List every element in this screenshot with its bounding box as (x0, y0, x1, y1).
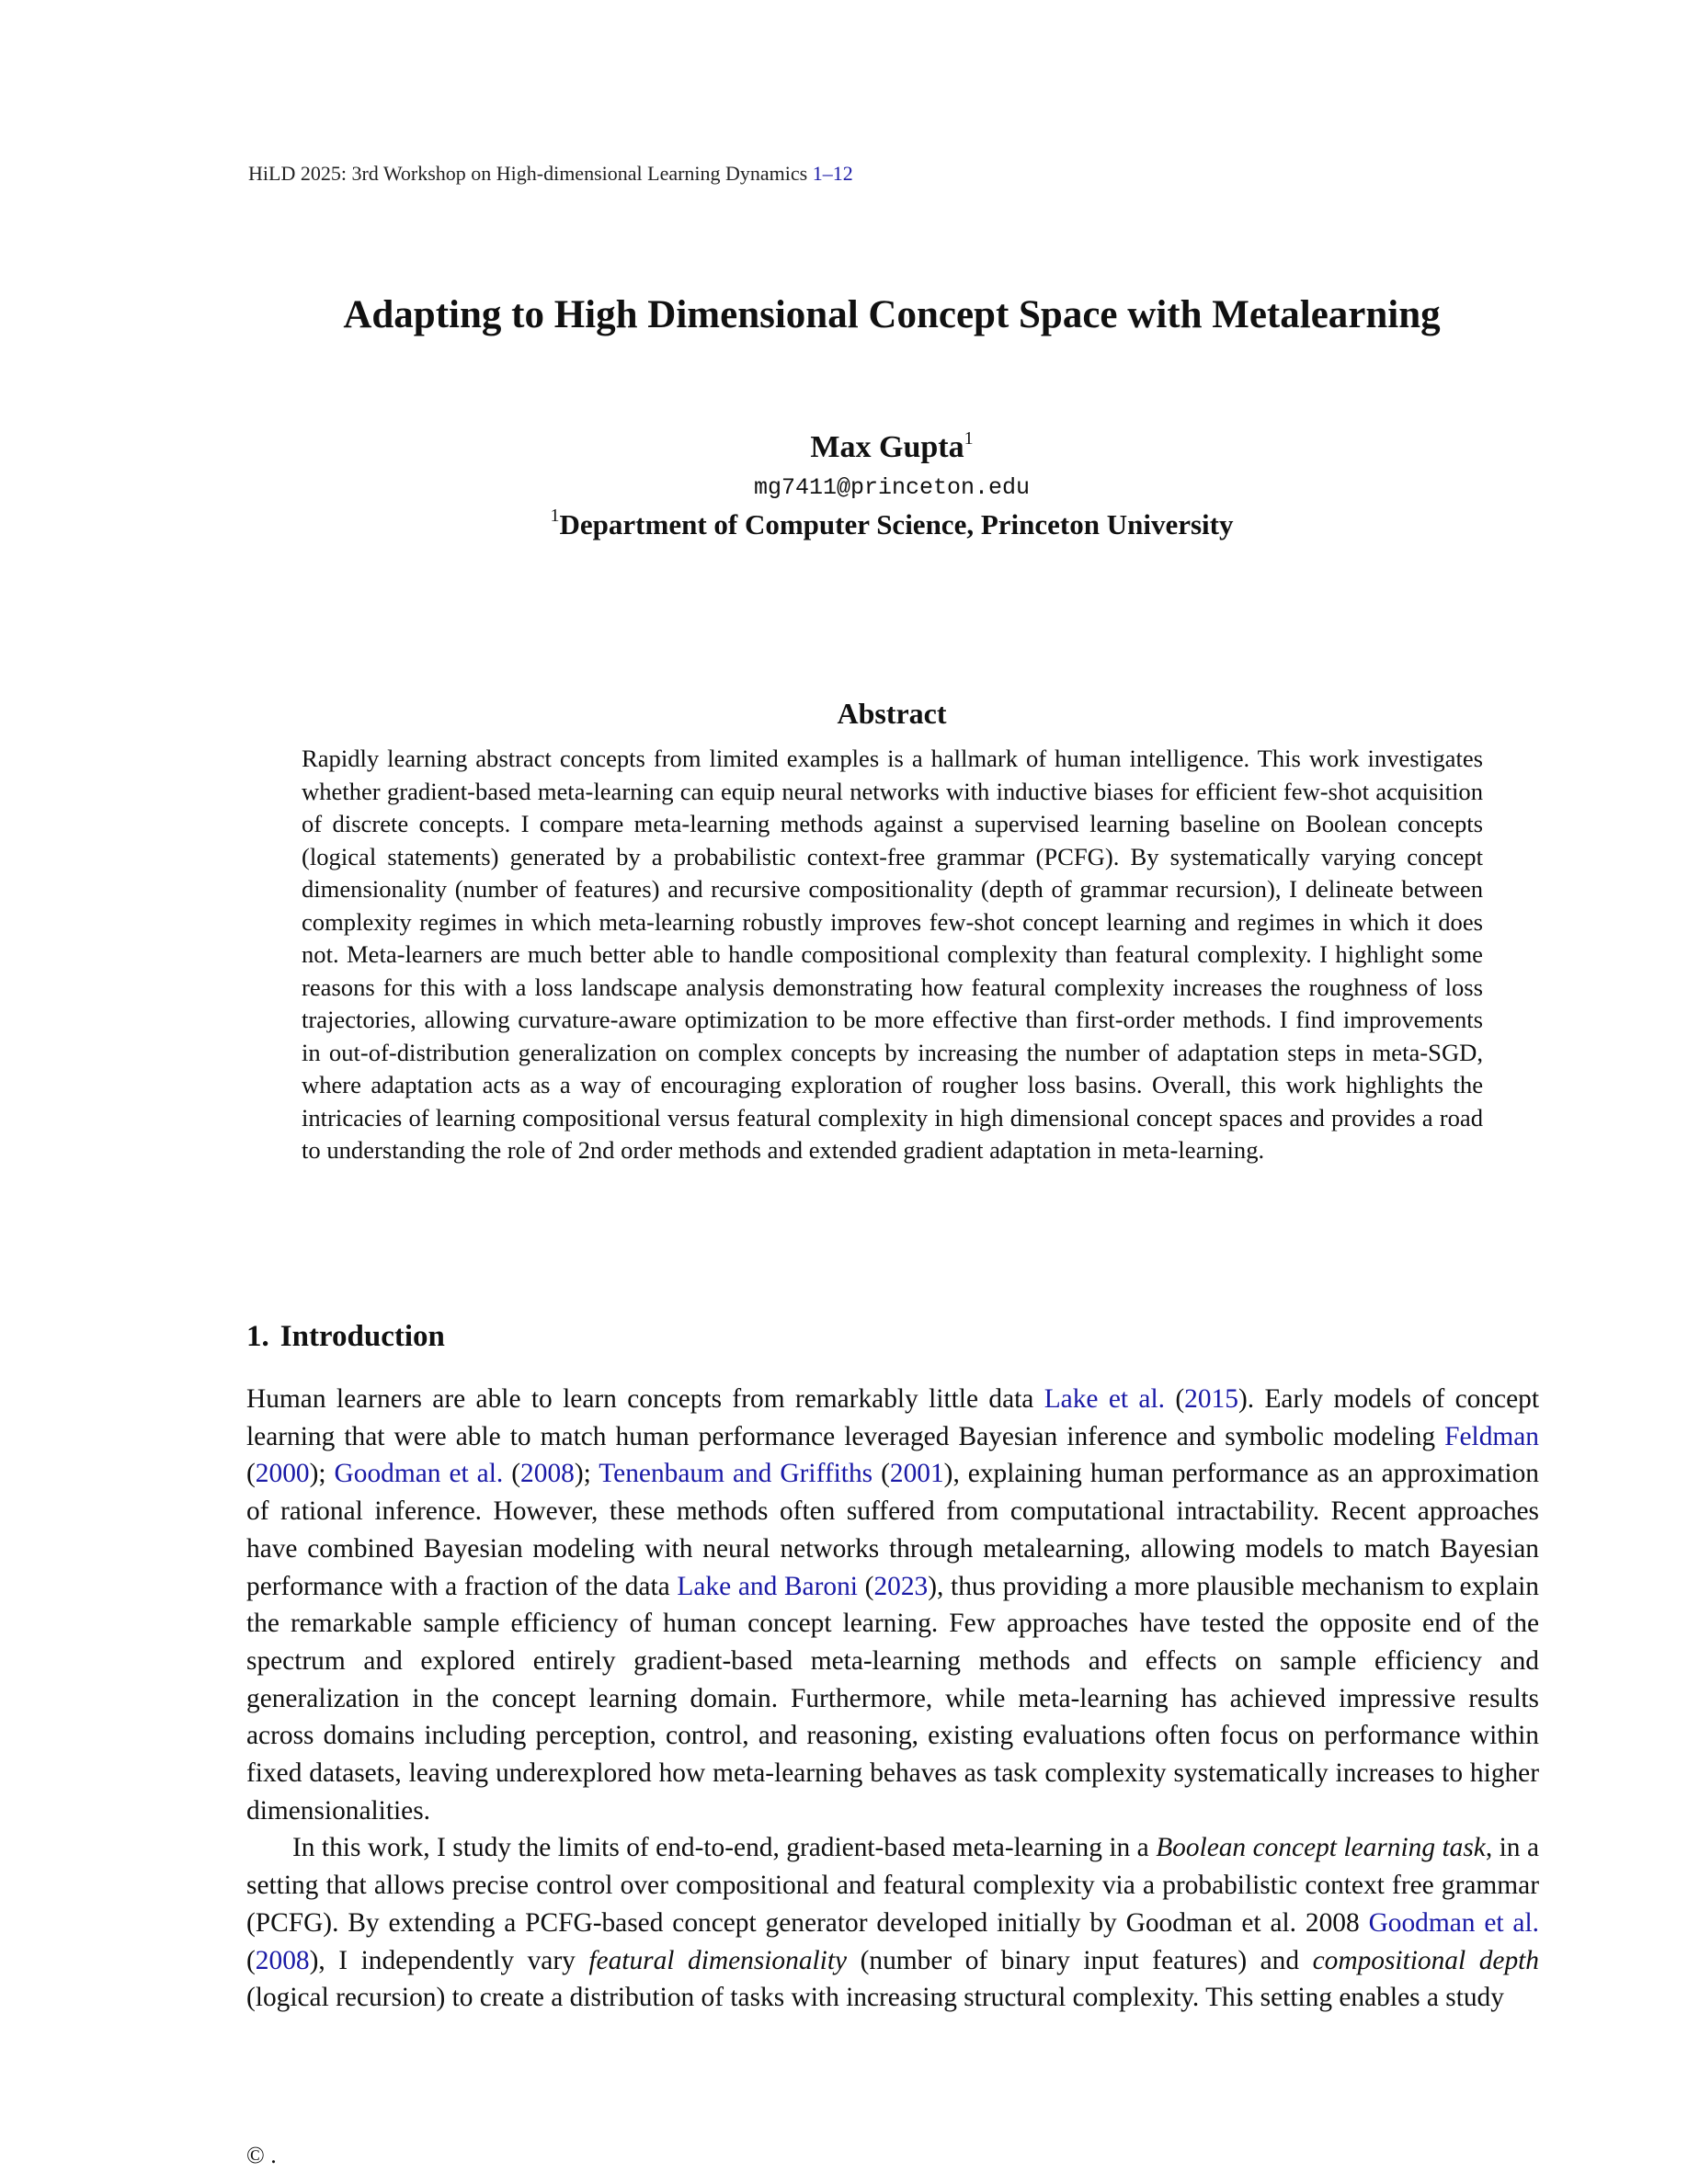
affiliation-mark: 1 (550, 506, 560, 526)
text-run: ( (246, 1459, 256, 1489)
affiliation-line (0, 506, 1688, 541)
author-line (0, 428, 1688, 465)
text-run: Human learners are able to learn concepts from remarkably little data (246, 1384, 1044, 1414)
citation-year-link[interactable]: 2001 (889, 1459, 944, 1489)
citation-year-link[interactable]: 2023 (873, 1571, 929, 1601)
venue-text: HiLD 2025: 3rd Workshop on High-dimensional Learning Dynamics (248, 162, 813, 185)
citation-link[interactable]: Lake and Baroni (677, 1571, 858, 1601)
citation-link[interactable]: Lake et al. (1044, 1384, 1165, 1414)
text-run: (logical recursion) to create a distribution of tasks with increasing structural complexity. This setting enables a study (246, 1983, 1504, 2013)
text-run: ); (574, 1459, 599, 1489)
section-number: 1. (246, 1320, 269, 1353)
paper-title: Adapting to High Dimensional Concept Space with Metalearning (343, 293, 1441, 336)
text-run: ). Early models of concept learning that were able to match human performance leveraged Bayesian inference and symbolic modeling (246, 1384, 1539, 1451)
text-run: ), thus providing a more plausible mechanism to explain the remarkable sample efficiency of human concept learning. Few approaches have tested the opposite end of the spectrum and explored entirely gradient-based meta-learning methods and effects on sample efficiency and generalization in the concept learning domain. Furthermore, while meta-learning has achieved impressive results across domains including perception, control, and reasoning, existing evaluations often focus on performance within fixed datasets, leaving underexplored how meta-learning behaves as task complexity systematically increases to higher dimensionalities. (246, 1571, 1539, 1826)
text-run: ), I independently vary (309, 1945, 589, 1975)
abstract-heading: Abstract (837, 697, 947, 730)
affiliation-name: Department of Computer Science, Princeton University (559, 508, 1234, 540)
page-range-link[interactable]: 1–12 (812, 162, 853, 185)
text-run: In this work, I study the limits of end-to-end, gradient-based meta-learning in a (292, 1833, 1157, 1863)
citation-link[interactable]: Feldman (1444, 1421, 1539, 1451)
citation-link[interactable]: Goodman et al. (1368, 1907, 1539, 1938)
intro-paragraph-2 (246, 1829, 1539, 2017)
text-run: ( (857, 1571, 874, 1601)
text-run: ), explaining human performance as an approximation of rational inference. However, these methods often suffered from computational intractability. Recent approaches have combined Bayesian modeling with neural networks through metalearning, allowing models to match Bayesian performance with a fraction of the data (246, 1459, 1539, 1601)
introduction-body (246, 1381, 1539, 2017)
text-run: ( (1164, 1384, 1185, 1414)
citation-year-link[interactable]: 2000 (255, 1459, 310, 1489)
text-run: ( (873, 1459, 890, 1489)
emphasis-text: compositional depth (1312, 1945, 1540, 1975)
citation-link[interactable]: Tenenbaum and Griffiths (599, 1459, 873, 1489)
emphasis-text: featural dimensionality (588, 1945, 848, 1975)
text-run: ); (309, 1459, 335, 1489)
abstract-body: Rapidly learning abstract concepts from limited examples is a hallmark of human intelligence. This work investigates whether gradient-based meta-learning can equip neural networks with inductive biases for efficient few-shot acquisition of discrete concepts. I compare meta-learning methods against a supervised learning baseline on Boolean concepts (logical statements) generated by a probabilistic context-free grammar (PCFG). By systematically varying concept dimensionality (number of features) and recursive compositionality (depth of grammar recursion), I delineate between complexity regimes in which meta-learning robustly improves few-shot concept learning and regimes in which it does not. Meta-learners are much better able to handle compositional complexity than featural complexity. I highlight some reasons for this with a loss landscape analysis demonstrating how featural complexity increases the roughness of loss trajectories, allowing curvature-aware optimization to be more effective than first-order methods. I find improvements in out-of-distribution generalization on complex concepts by increasing the number of adaptation steps in meta-SGD, where adaptation acts as a way of encouraging exploration of rougher loss basins. Overall, this work highlights the intricacies of learning compositional versus featural complexity in high dimensional concept spaces and provides a road to understanding the role of 2nd order methods and extended gradient adaptation in meta-learning. (302, 745, 1483, 1164)
citation-year-link[interactable]: 2015 (1184, 1384, 1238, 1414)
author-affiliation-mark: 1 (964, 428, 974, 449)
author-name: Max Gupta (810, 430, 964, 464)
emphasis-text: Boolean concept learning task (1156, 1833, 1486, 1863)
citation-link[interactable]: Goodman et al. (334, 1459, 504, 1489)
running-head (248, 162, 853, 186)
section-title: Introduction (279, 1320, 445, 1353)
text-run: ( (246, 1945, 256, 1975)
section-heading-introduction (246, 1320, 445, 1354)
citation-year-link[interactable]: 2008 (255, 1945, 310, 1975)
text-run: (number of binary input features) and (847, 1945, 1313, 1975)
copyright-footer: © . (246, 2142, 277, 2168)
text-run: , in a setting that allows precise control over compositional and featural complexity via a probabilistic context free grammar (PCFG). By extending a PCFG-based concept generator developed initially by Goodman et al. 2008 (246, 1833, 1539, 1938)
intro-paragraph-1 (246, 1381, 1539, 1829)
citation-year-link[interactable]: 2008 (520, 1459, 575, 1489)
text-run: ( (503, 1459, 521, 1489)
author-email[interactable]: mg7411@princeton.edu (753, 474, 1031, 501)
